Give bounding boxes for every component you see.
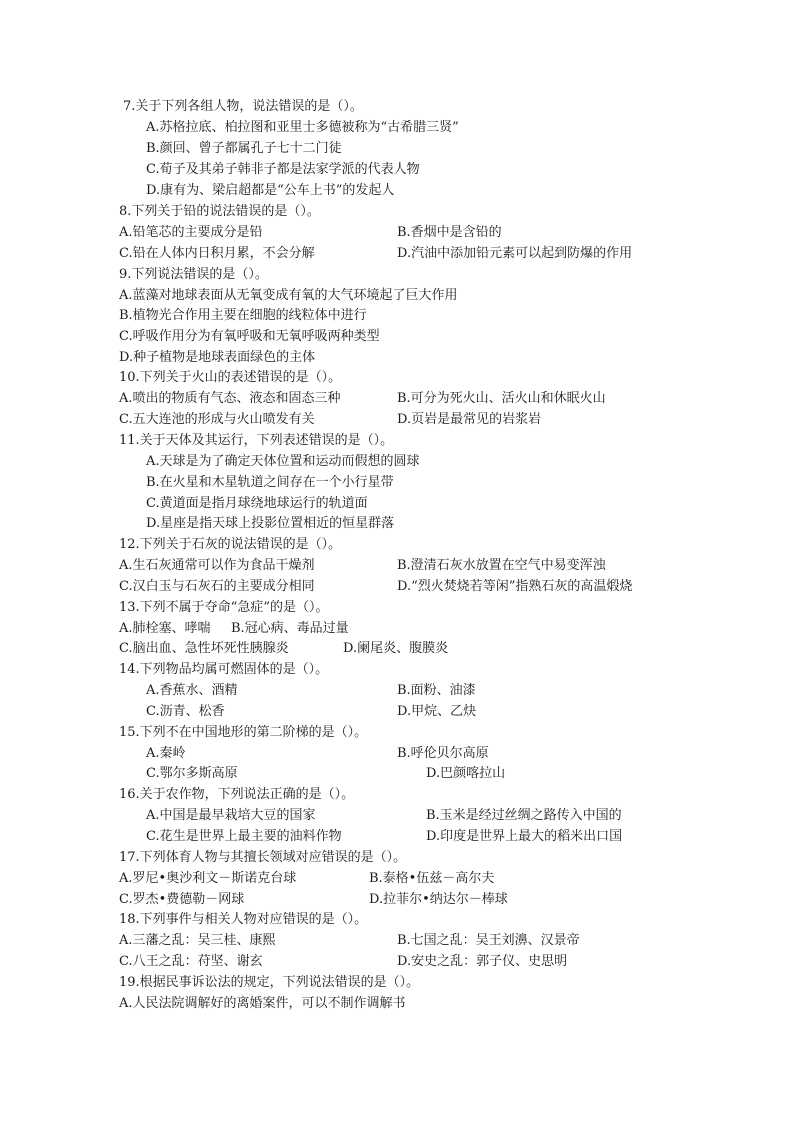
option-a: A.人民法院调解好的离婚案件，可以不制作调解书	[119, 996, 406, 1011]
option-c: C.荀子及其弟子韩非子都是法家学派的代表人物	[146, 162, 420, 177]
option-b: B.可分为死火山、活火山和休眠火山	[397, 391, 606, 406]
option-d: D.页岩是最常见的岩浆岩	[397, 412, 542, 427]
option-a: A.喷出的物质有气态、液态和固态三种	[119, 391, 341, 406]
option-c: C.五大连池的形成与火山喷发有关	[119, 412, 315, 427]
question-stem: 12.下列关于石灰的说法错误的是（）。	[119, 537, 342, 552]
option-d: D.康有为、梁启超都是“公车上书”的发起人	[146, 183, 395, 198]
question-stem: 11.关于天体及其运行，下列表述错误的是（）。	[119, 433, 394, 448]
option-c: C.黄道面是指月球绕地球运行的轨道面	[146, 496, 368, 511]
option-d: D.星座是指天球上投影位置相近的恒星群落	[146, 516, 395, 531]
option-a: A.蓝藻对地球表面从无氧变成有氧的大气环境起了巨大作用	[119, 288, 458, 303]
question-stem: 18.下列事件与相关人物对应错误的是（）。	[119, 912, 368, 927]
option-d: D.印度是世界上最大的稻米出口国	[426, 829, 623, 844]
question-stem: 14.下列物品均属可燃固体的是（）。	[119, 662, 329, 677]
question-stem: 19.根据民事诉讼法的规定，下列说法错误的是（）。	[119, 975, 420, 990]
option-a: A.生石灰通常可以作为食品干燥剂	[119, 558, 315, 573]
question-stem: 10.下列关于火山的表述错误的是（）。	[119, 370, 342, 385]
question-stem: 16.关于农作物，下列说法正确的是（）。	[119, 787, 355, 802]
question-stem: 7.关于下列各组人物，说法错误的是（）。	[123, 99, 363, 114]
option-a: A.天球是为了确定天体位置和运动而假想的圆球	[146, 454, 420, 469]
option-d: D.拉菲尔•纳达尔－棒球	[369, 892, 508, 907]
question-stem: 13.下列不属于夺命“急症”的是（）。	[119, 600, 329, 615]
option-a: A.苏格拉底、柏拉图和亚里士多德被称为“古希腊三贤”	[146, 120, 459, 135]
option-a: A.铅笔芯的主要成分是铅	[119, 225, 263, 240]
option-c: C.汉白玉与石灰石的主要成分相同	[119, 579, 315, 594]
option-b: B.香烟中是含铅的	[397, 225, 502, 240]
question-stem: 15.下列不在中国地形的第二阶梯的是（）。	[119, 725, 368, 740]
option-d: D.巴颜喀拉山	[426, 766, 506, 781]
option-b: B.玉米是经过丝绸之路传入中国的	[426, 808, 622, 823]
option-b: B.在火星和木星轨道之间存在一个小行星带	[146, 475, 394, 490]
option-c: C.花生是世界上最主要的油料作物	[146, 829, 342, 844]
option-a: A.秦岭	[146, 746, 186, 761]
option-c: C.鄂尔多斯高原	[146, 766, 238, 781]
option-a: A.罗尼•奥沙利文－斯诺克台球	[119, 871, 297, 886]
option-c: C.沥青、松香	[146, 704, 225, 719]
option-b: B.泰格•伍兹－高尔夫	[369, 871, 495, 886]
question-stem: 8.下列关于铅的说法错误的是（）。	[119, 204, 320, 219]
option-c: C.呼吸作用分为有氧呼吸和无氧呼吸两种类型	[119, 329, 380, 344]
question-stem: 9.下列说法错误的是（）。	[119, 267, 268, 282]
option-d: D.安史之乱：郭子仪、史思明	[397, 954, 568, 969]
option-d: D.汽油中添加铅元素可以起到防爆的作用	[397, 246, 633, 261]
option-c: C.罗杰•费德勒－网球	[119, 892, 245, 907]
option-a: A.中国是最早栽培大豆的国家	[146, 808, 316, 823]
option-b: B.颜回、曾子都属孔子七十二门徒	[146, 141, 342, 156]
option-a: A.肺栓塞、哮喘	[119, 621, 211, 636]
option-d: D.甲烷、乙炔	[397, 704, 477, 719]
option-b: B.七国之乱：吴王刘濞、汉景帝	[397, 933, 580, 948]
option-b: B.植物光合作用主要在细胞的线粒体中进行	[119, 308, 367, 323]
option-d: D.阑尾炎、腹膜炎	[343, 641, 449, 656]
option-a: A.香蕉水、酒精	[146, 683, 238, 698]
option-a: A.三藩之乱：吴三桂、康熙	[119, 933, 276, 948]
question-stem: 17.下列体育人物与其擅长领域对应错误的是（）。	[119, 850, 407, 865]
option-c: C.八王之乱：苻坚、谢玄	[119, 954, 263, 969]
option-c: C.铅在人体内日积月累，不会分解	[119, 246, 315, 261]
option-c: C.脑出血、急性坏死性胰腺炎	[119, 641, 289, 656]
option-b: B.面粉、油漆	[397, 683, 476, 698]
option-b: B.呼伦贝尔高原	[397, 746, 489, 761]
option-b: B.澄清石灰水放置在空气中易变浑浊	[397, 558, 606, 573]
option-d: D.种子植物是地球表面绿色的主体	[119, 350, 316, 365]
option-d: D.“烈火焚烧若等闲”指熟石灰的高温煅烧	[397, 579, 633, 594]
option-b: B.冠心病、毒品过量	[231, 621, 349, 636]
